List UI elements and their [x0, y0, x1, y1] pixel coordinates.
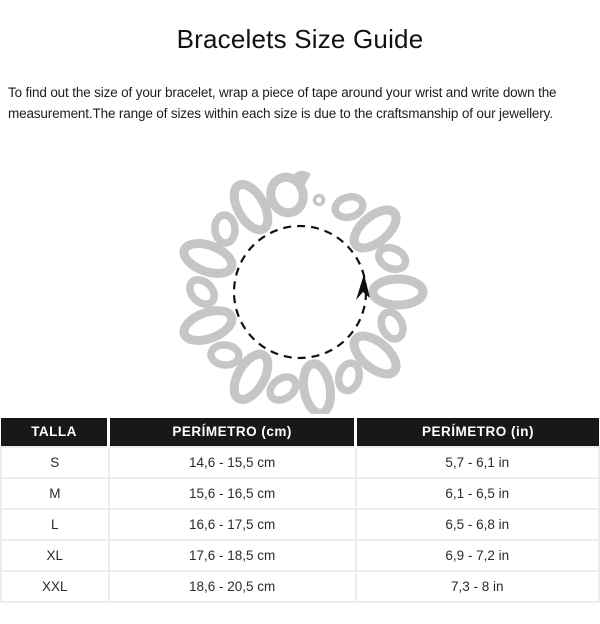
measurement-arrow-icon [356, 274, 370, 300]
intro-line-2: measurement.The range of sizes within each size is due to the craftsmanship of our jewellery. [8, 106, 553, 121]
size-cell: XL [1, 540, 109, 571]
col-header-perimetro-in: PERÍMETRO (in) [356, 418, 599, 447]
size-cell: XXL [1, 571, 109, 602]
col-header-talla: TALLA [1, 418, 109, 447]
size-table-header-row [1, 418, 599, 447]
bracelet-diagram-svg [169, 148, 431, 414]
perimeter-in-cell: 5,7 - 6,1 in [356, 447, 599, 478]
perimeter-in-cell: 6,1 - 6,5 in [356, 478, 599, 509]
page-title: Bracelets Size Guide [176, 24, 424, 54]
size-table [0, 418, 600, 603]
perimeter-cm-cell: 16,6 - 17,5 cm [109, 509, 356, 540]
perimeter-cm-cell: 15,6 - 16,5 cm [109, 478, 356, 509]
size-cell: M [1, 478, 109, 509]
size-cell: L [1, 509, 109, 540]
bracelet-chain-graphic [180, 179, 423, 414]
size-cell: S [1, 447, 109, 478]
bracelet-illustration [0, 148, 600, 414]
perimeter-cm-cell: 17,6 - 18,5 cm [109, 540, 356, 571]
intro-line-1: To find out the size of your bracelet, wrap a piece of tape around your wrist and write down the [8, 85, 557, 100]
perimeter-cm-cell: 14,6 - 15,5 cm [109, 447, 356, 478]
table-row-xl [1, 540, 599, 571]
table-row-l [1, 509, 599, 540]
bracelet-clasp-graphic [266, 171, 324, 218]
table-row-s [1, 447, 599, 478]
perimeter-in-cell: 7,3 - 8 in [356, 571, 599, 602]
table-row-m [1, 478, 599, 509]
perimeter-cm-cell: 18,6 - 20,5 cm [109, 571, 356, 602]
intro-text [8, 82, 593, 124]
table-row-xxl [1, 571, 599, 602]
measurement-dashed-circle [234, 226, 366, 358]
perimeter-in-cell: 6,5 - 6,8 in [356, 509, 599, 540]
col-header-perimetro-cm: PERÍMETRO (cm) [109, 418, 356, 447]
perimeter-in-cell: 6,9 - 7,2 in [356, 540, 599, 571]
